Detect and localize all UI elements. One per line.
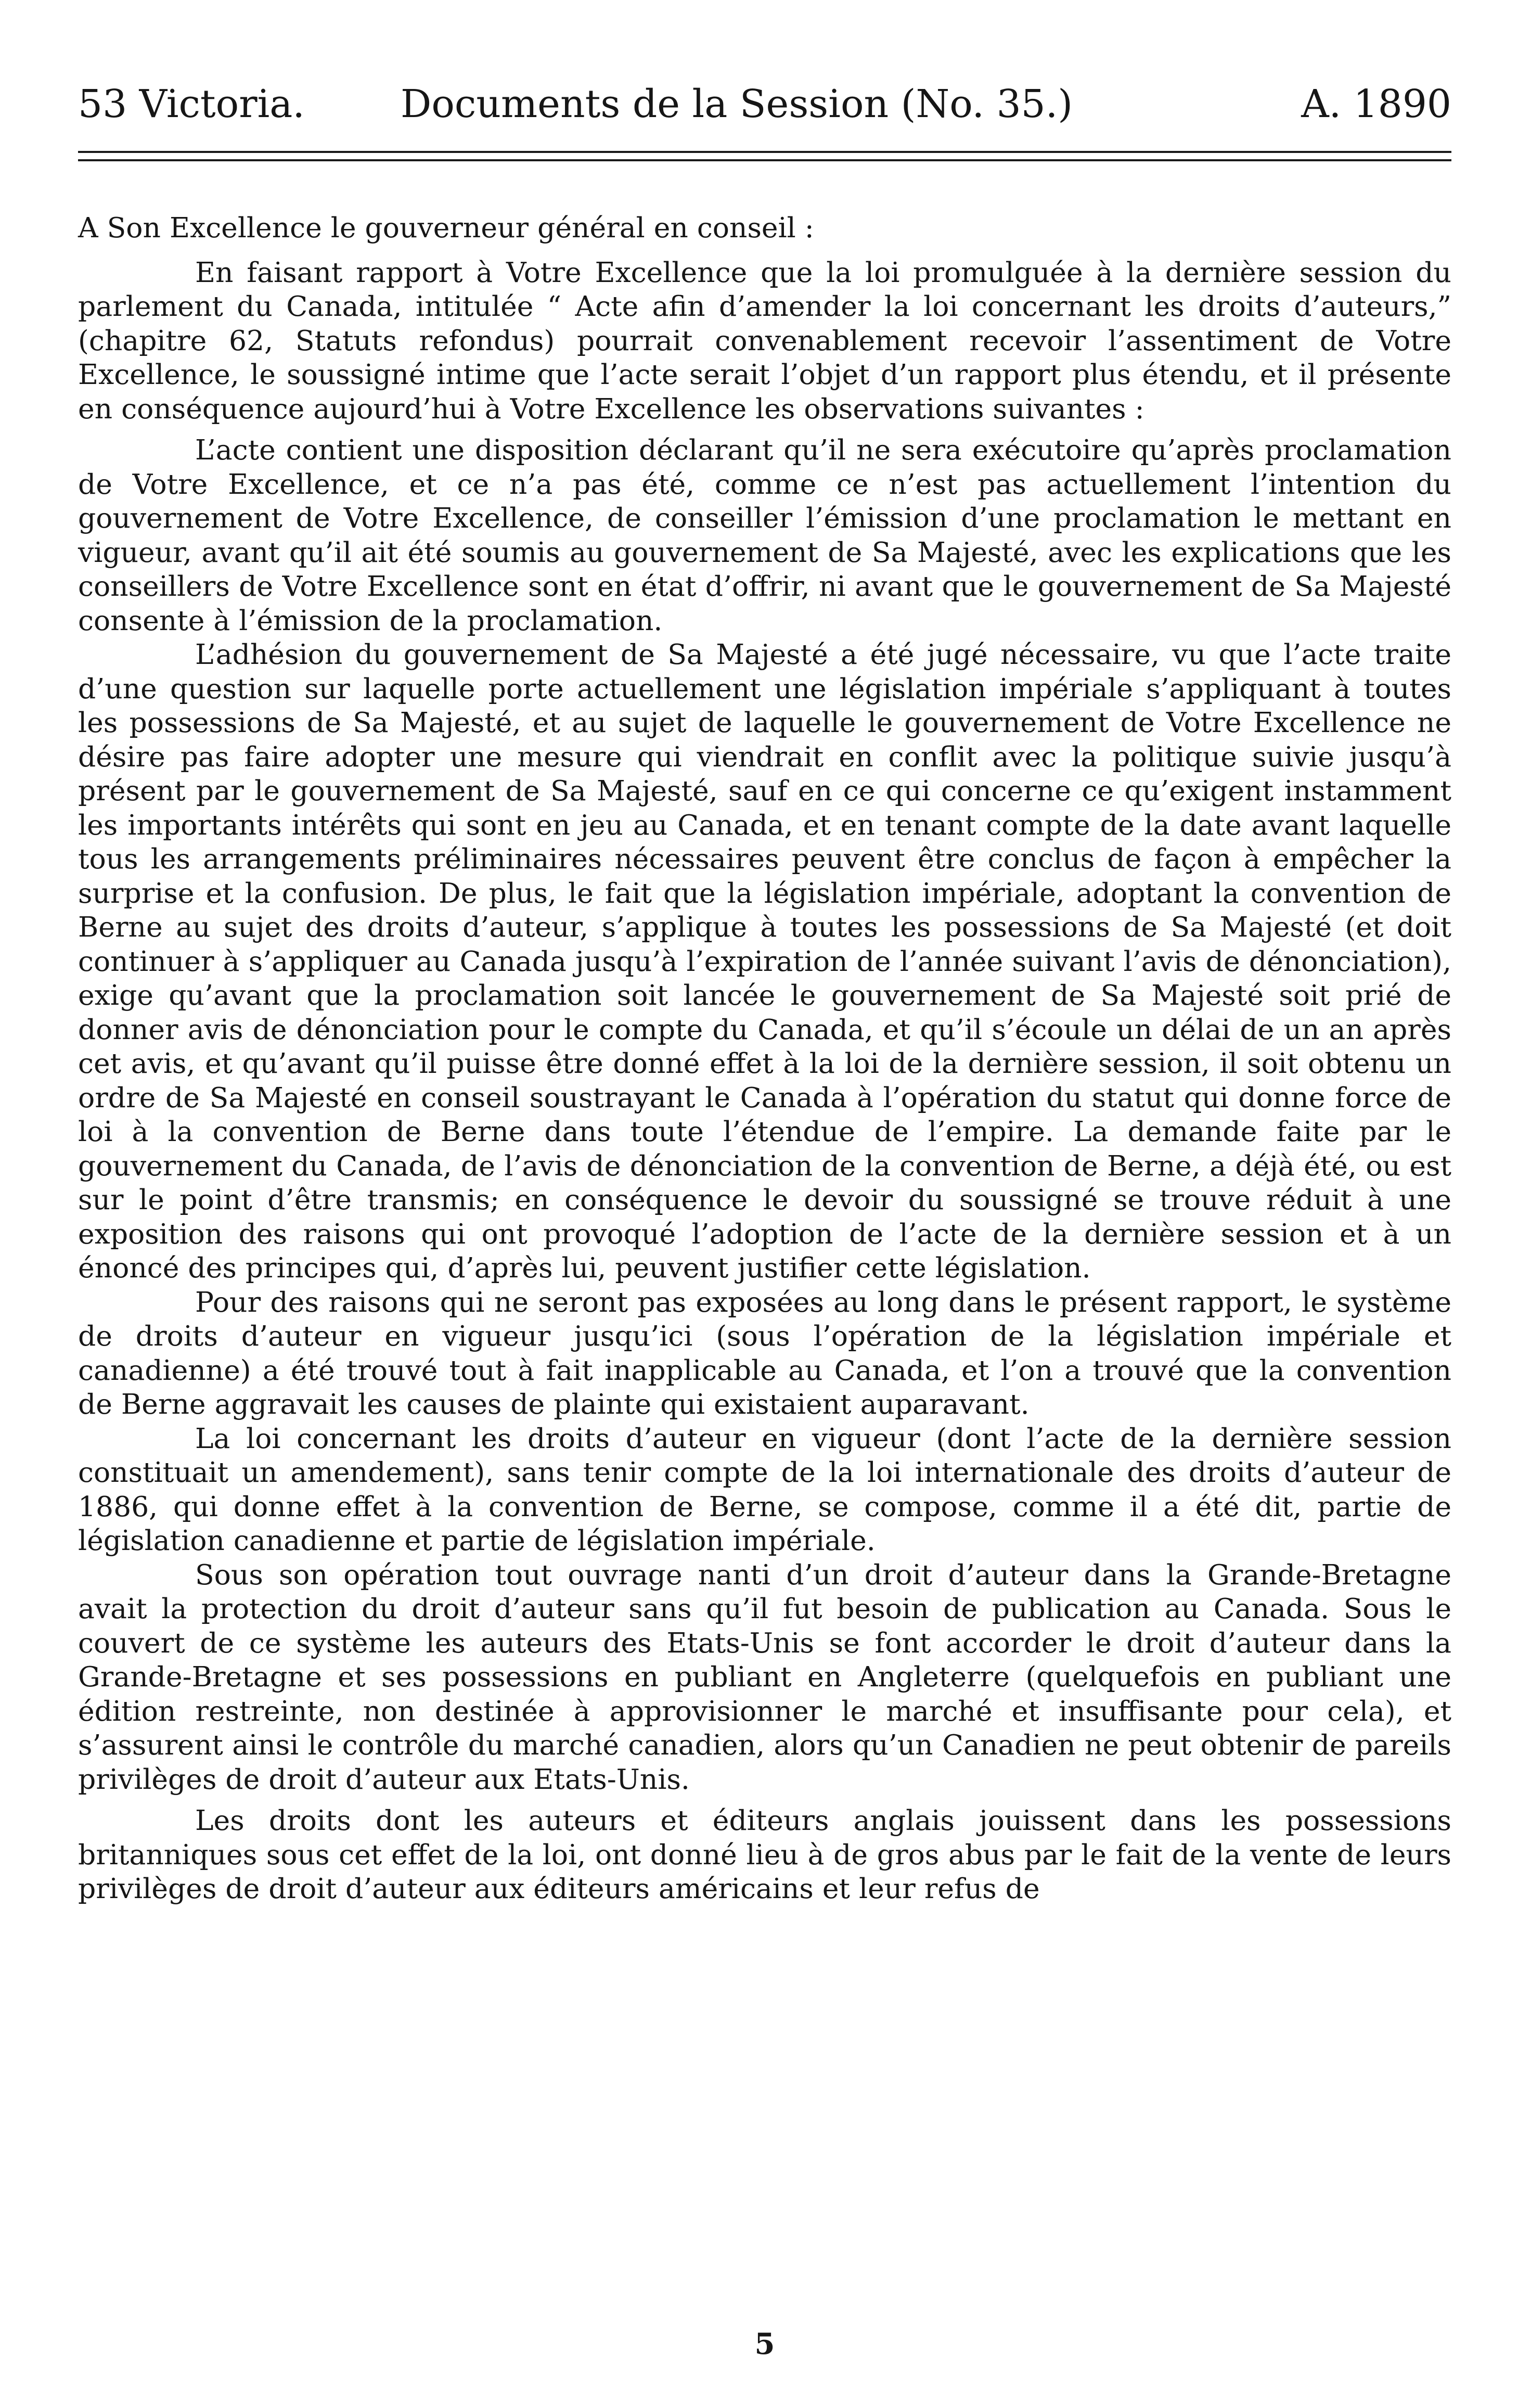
paragraph-1: En faisant rapport à Votre Excellence que la loi promulguée à la dernière session du parlement du Canada, intitulée “ Acte afin d’amender la loi concernant les droits d’auteurs,” (chapitre 62, Statuts refondus) pourrait convenablement recevoir l’assentiment de Votre Excellence, le soussigné intime que l’acte serait l’objet d’un rapport plus étendu, et il présente en conséquence aujourd’hui à Votre Excellence les observations suivantes : [78, 255, 1451, 425]
salutation: A Son Excellence le gouverneur général en conseil : [78, 211, 814, 244]
paragraph-5: La loi concernant les droits d’auteur en vigueur (dont l’acte de la dernière session constituait un amendement), sans tenir compte de la loi internationale des droits d’auteur de 1886, qui donne effet à la convention de Berne, se compose, comme il a été dit, partie de législation canadienne et partie de législation impériale. [78, 1421, 1451, 1557]
header-rule-top [78, 151, 1451, 153]
page-number: 5 [754, 2327, 775, 2361]
header-year: A. 1890 [1301, 82, 1451, 126]
paragraph-3: L’adhésion du gouvernement de Sa Majesté a été jugé nécessaire, vu que l’acte traite d’une question sur laquelle porte actuellement une législation impériale s’appliquant à toutes les possessions de Sa Majesté, et au sujet de laquelle le gouvernement de Votre Excellence ne désire pas faire adopter une mesure qui viendrait en conflit avec la politique suivie jusqu’à présent par le gouvernement de Sa Majesté, sauf en ce qui concerne ce qu’exigent instamment les importants intérêts qui sont en jeu au Canada, et en tenant compte de la date avant laquelle tous les arrangements préliminaires nécessaires peuvent être conclus de façon à empêcher la surprise et la confusion. De plus, le fait que la législation impériale, adoptant la convention de Berne au sujet des droits d’auteur, s’applique à toutes les possessions de Sa Majesté (et doit continuer à s’appliquer au Canada jusqu’à l’expiration de l’année suivant l’avis de dénonciation), exige qu’avant que la proclamation soit lancée le gouvernement de Sa Majesté soit prié de donner avis de dénonciation pour le compte du Canada, et qu’il s’écoule un délai de un an après cet avis, et qu’avant qu’il puisse être donné effet à la loi de la dernière session, il soit obtenu un ordre de Sa Majesté en conseil soustrayant le Canada à l’opération du statut qui donne force de loi à la convention de Berne dans toute l’étendue de l’empire. La demande faite par le gouvernement du Canada, de l’avis de dénonciation de la convention de Berne, a déjà été, ou est sur le point d’être transmis; en conséquence le devoir du soussigné se trouve réduit à une exposition des raisons qui ont provoqué l’adoption de l’acte de la dernière session et à un énoncé des principes qui, d’après lui, peuvent justifier cette législation. [78, 638, 1451, 1284]
running-header [78, 78, 1451, 130]
body-text [78, 211, 1451, 1906]
paragraph-4: Pour des raisons qui ne seront pas exposées au long dans le présent rapport, le système de droits d’auteur en vigueur jusqu’ici (sous l’opération de la législation impériale et canadienne) a été trouvé tout à fait inapplicable au Canada, et l’on a trouvé que la convention de Berne aggravait les causes de plainte qui existaient auparavant. [78, 1285, 1451, 1420]
paragraph-2: L’acte contient une disposition déclarant qu’il ne sera exécutoire qu’après proclamation de Votre Excellence, et ce n’a pas été, comme ce n’est pas actuellement l’intention du gouvernement de Votre Excellence, de conseiller l’émission d’une proclamation le mettant en vigueur, avant qu’il ait été soumis au gouvernement de Sa Majesté, avec les explications que les conseillers de Votre Excellence sont en état d’offrir, ni avant que le gouvernement de Sa Majesté consente à l’émission de la proclamation. [78, 433, 1451, 637]
paragraph-6: Sous son opération tout ouvrage nanti d’un droit d’auteur dans la Grande-Bretagne avait la protection du droit d’auteur sans qu’il fut besoin de publication au Canada. Sous le couvert de ce système les auteurs des Etats-Unis se font accorder le droit d’auteur dans la Grande-Bretagne et ses possessions en publiant en Angleterre (quelquefois en publiant une édition restreinte, non destinée à approvisionner le marché et insuffisante pour cela), et s’assurent ainsi le contrôle du marché canadien, alors qu’un Canadien ne peut obtenir de pareils privilèges de droit d’auteur aux Etats-Unis. [78, 1558, 1451, 1796]
document-page [78, 0, 1451, 2408]
header-title: Documents de la Session (No. 35.) [401, 82, 1073, 126]
header-volume: 53 Victoria. [78, 82, 305, 126]
paragraph-7: Les droits dont les auteurs et éditeurs anglais jouissent dans les possessions britanniques sous cet effet de la loi, ont donné lieu à de gros abus par le fait de la vente de leurs privilèges de droit d’auteur aux éditeurs américains et leur refus de [78, 1804, 1451, 1905]
header-rule-bottom [78, 159, 1451, 161]
